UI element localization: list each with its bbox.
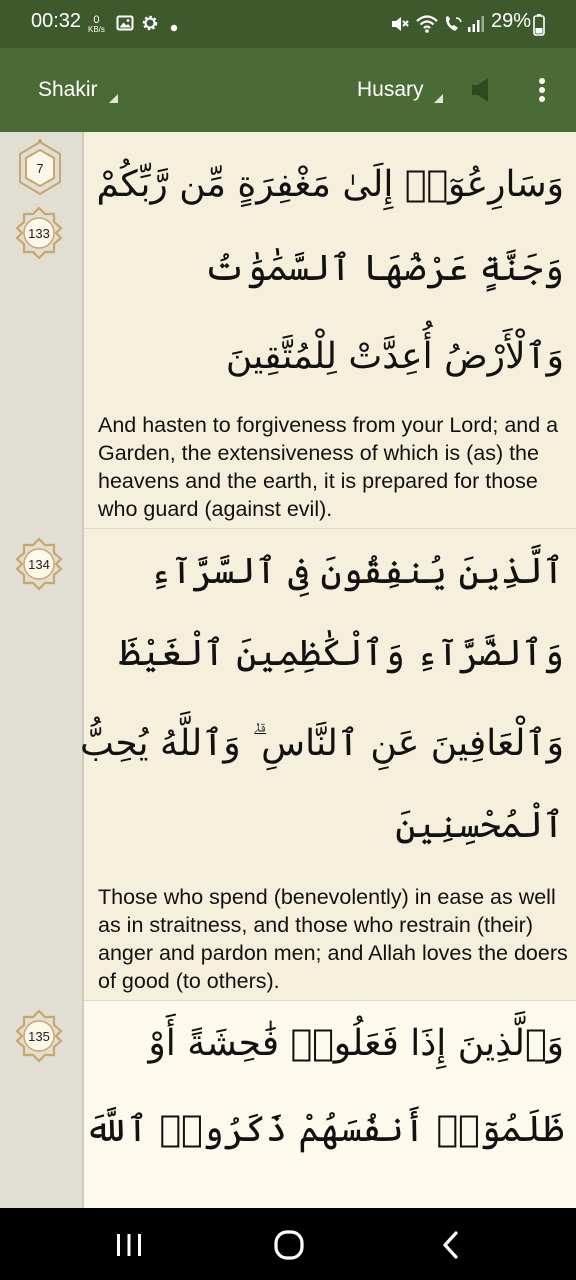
arabic-line: وَٱلَّذِينَ إِذَا فَعَلُوا۟ فَٰحِشَةً أَوْ bbox=[148, 1023, 564, 1064]
arabic-line: وَسَارِعُوٓا۟ إِلَىٰ مَغْفِرَةٍ مِّن رَّبِّكُمْ bbox=[96, 164, 564, 205]
juz-marker-icon bbox=[14, 138, 66, 198]
reciter-selector-label: Husary bbox=[357, 78, 424, 101]
verse-number-marker-134 bbox=[14, 536, 64, 592]
dropdown-arrow-icon bbox=[434, 94, 443, 103]
verse-block-133[interactable] bbox=[84, 132, 576, 528]
back-icon[interactable] bbox=[438, 1230, 464, 1260]
arabic-line: وَٱلْأَرْضُ أُعِدَّتْ لِلْمُتَّقِينَ bbox=[225, 336, 564, 377]
arabic-line: وَجَنَّةٍ عَرْضُهَا ٱلسَّمَٰوَٰتُ bbox=[203, 248, 564, 289]
status-bar bbox=[0, 0, 576, 48]
verse-translation: And hasten to forgiveness from your Lord; and a Garden, the extensiveness of which is (as) the heavens and the earth, it is prepared for those who guard (against evil). bbox=[98, 413, 559, 521]
verse-number-marker-135 bbox=[14, 1008, 64, 1064]
speaker-icon[interactable] bbox=[469, 75, 495, 105]
arabic-line: وَٱلضَّرَّآءِ وَٱلْكَٰظِمِينَ ٱلْغَيْظَ bbox=[119, 633, 564, 674]
signal-icon bbox=[466, 14, 486, 34]
verse-block-135[interactable] bbox=[84, 1000, 576, 1208]
arabic-line: ٱلَّذِينَ يُنفِقُونَ فِى ٱلسَّرَّآءِ bbox=[149, 551, 564, 592]
arabic-line: ٱلْمُحْسِنِينَ bbox=[395, 805, 564, 846]
verse-translation: Those who spend (benevolently) in ease as well as in straitness, and those who restrain (their) anger and pardon men; and Allah loves the doers of good (to others). bbox=[98, 885, 568, 993]
home-icon[interactable] bbox=[272, 1230, 306, 1260]
mute-icon bbox=[390, 14, 410, 34]
verse-number-marker-133 bbox=[14, 205, 64, 261]
network-speed-unit: KB/s bbox=[88, 25, 105, 34]
verse-number: 134 bbox=[28, 557, 50, 572]
verse-number: 135 bbox=[28, 1029, 50, 1044]
quran-page[interactable] bbox=[0, 132, 576, 1208]
wifi-icon bbox=[415, 14, 439, 34]
battery-percentage: 29% bbox=[491, 10, 532, 32]
recent-apps-icon[interactable] bbox=[114, 1232, 144, 1258]
clock: 00:32 bbox=[31, 10, 82, 32]
network-speed bbox=[88, 15, 105, 34]
arabic-line: وَٱلْعَافِينَ عَنِ ٱلنَّاسِ ۗ وَٱللَّهُ يُحِبُّ bbox=[79, 723, 564, 764]
arabic-line: ظَلَمُوٓا۟ أَنفُسَهُمْ ذَكَرُوا۟ ٱللَّهَ bbox=[84, 1109, 564, 1150]
dropdown-arrow-icon bbox=[109, 94, 118, 103]
translation-selector-label: Shakir bbox=[38, 78, 98, 101]
app-toolbar bbox=[0, 48, 576, 132]
network-speed-value: 0 bbox=[93, 14, 100, 26]
juz-number: 7 bbox=[36, 161, 44, 176]
wifi-call-icon bbox=[443, 14, 465, 34]
settings-icon bbox=[141, 14, 159, 32]
system-nav-bar bbox=[0, 1208, 576, 1280]
verse-block-134[interactable] bbox=[79, 528, 576, 1001]
translation-selector[interactable] bbox=[30, 48, 130, 132]
more-vert-icon[interactable] bbox=[532, 76, 552, 104]
reciter-selector[interactable] bbox=[350, 48, 450, 132]
battery-icon bbox=[533, 14, 545, 36]
verse-number: 133 bbox=[28, 226, 50, 241]
dot-icon bbox=[170, 24, 178, 32]
image-icon bbox=[116, 14, 134, 32]
